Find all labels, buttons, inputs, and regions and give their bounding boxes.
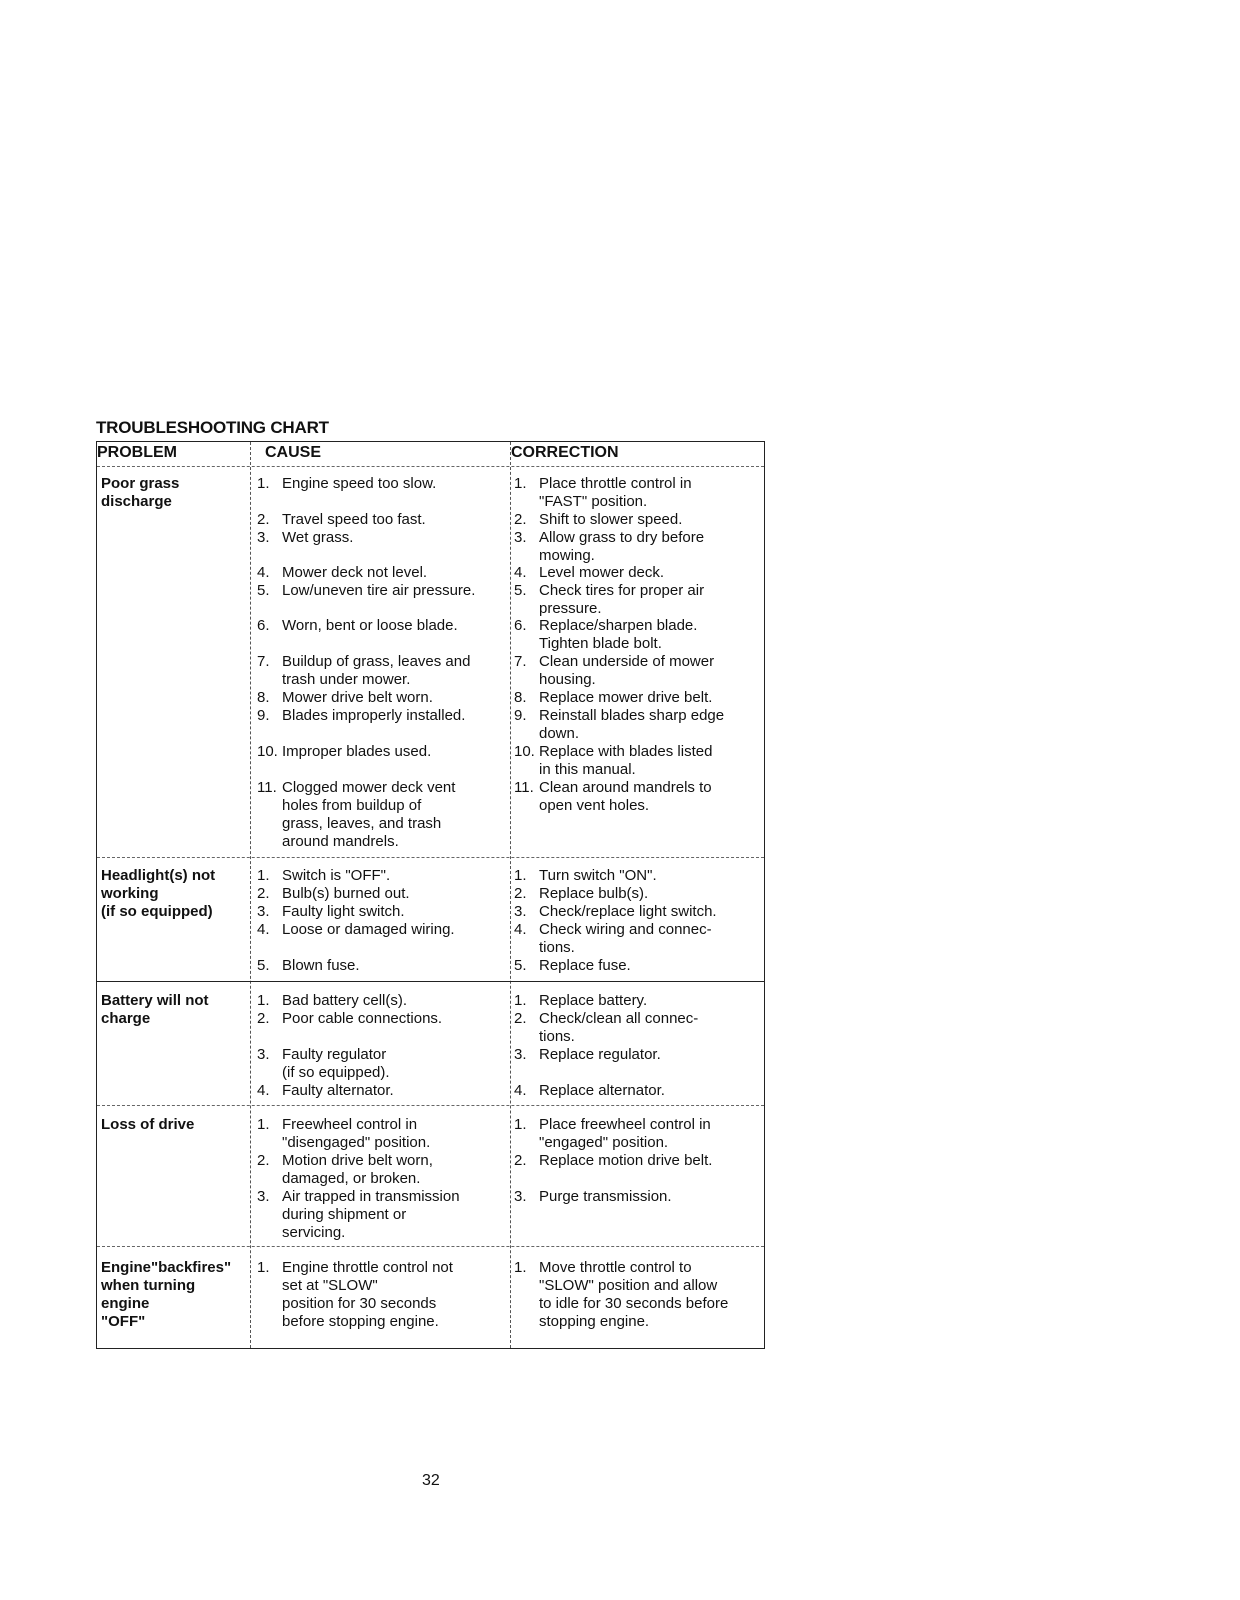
header-problem: PROBLEM bbox=[97, 444, 177, 461]
cause-number: 10. bbox=[257, 743, 278, 760]
correction-text bbox=[539, 779, 712, 815]
correction-number: 1. bbox=[514, 867, 527, 884]
cause-line: trash under mower. bbox=[282, 671, 411, 688]
cause-line: Poor cable connections. bbox=[282, 1010, 443, 1027]
correction-text bbox=[539, 511, 682, 529]
correction-line: Check/clean all connec- bbox=[539, 1010, 699, 1027]
correction-line: Replace with blades listed bbox=[539, 743, 713, 760]
cause-text bbox=[282, 921, 455, 939]
page-number: 32 bbox=[422, 1472, 440, 1489]
cause-line: (if so equipped). bbox=[282, 1064, 390, 1081]
cause-number: 4. bbox=[257, 564, 270, 581]
cause-line: "disengaged" position. bbox=[282, 1134, 431, 1151]
correction-line: housing. bbox=[539, 671, 596, 688]
cause-text bbox=[282, 1046, 390, 1082]
cause-line: servicing. bbox=[282, 1224, 346, 1241]
correction-line: Check wiring and connec- bbox=[539, 921, 712, 938]
correction-text bbox=[539, 1116, 711, 1152]
cause-line: Blown fuse. bbox=[282, 957, 360, 974]
cause-number: 2. bbox=[257, 1152, 270, 1169]
cause-number: 1. bbox=[257, 475, 270, 492]
cause-number: 5. bbox=[257, 582, 270, 599]
cause-line: Engine throttle control not bbox=[282, 1259, 453, 1276]
cause-line: Bad battery cell(s). bbox=[282, 992, 408, 1009]
cause-number: 1. bbox=[257, 867, 270, 884]
cause-number: 4. bbox=[257, 921, 270, 938]
problem-line: charge bbox=[101, 1010, 151, 1027]
correction-number: 2. bbox=[514, 1152, 527, 1169]
correction-number: 4. bbox=[514, 1082, 527, 1099]
problem-line: (if so equipped) bbox=[101, 903, 213, 920]
correction-number: 9. bbox=[514, 707, 527, 724]
cause-text bbox=[282, 885, 410, 903]
cause-text bbox=[282, 1116, 430, 1152]
correction-line: Shift to slower speed. bbox=[539, 511, 683, 528]
correction-text bbox=[539, 689, 712, 707]
cause-number: 11. bbox=[257, 779, 277, 796]
correction-text bbox=[539, 1188, 672, 1206]
cause-text bbox=[282, 1082, 394, 1100]
cause-number: 3. bbox=[257, 1188, 270, 1205]
correction-number: 1. bbox=[514, 475, 527, 492]
correction-line: Place throttle control in bbox=[539, 475, 692, 492]
cause-line: Blades improperly installed. bbox=[282, 707, 466, 724]
cause-line: Loose or damaged wiring. bbox=[282, 921, 455, 938]
cause-text bbox=[282, 564, 427, 582]
correction-number: 1. bbox=[514, 1116, 527, 1133]
cause-number: 1. bbox=[257, 992, 270, 1009]
cause-line: Motion drive belt worn, bbox=[282, 1152, 433, 1169]
cause-line: Improper blades used. bbox=[282, 743, 432, 760]
cause-line: around mandrels. bbox=[282, 833, 399, 850]
problem-line: Headlight(s) not bbox=[101, 867, 216, 884]
correction-line: Replace alternator. bbox=[539, 1082, 665, 1099]
correction-number: 3. bbox=[514, 529, 527, 546]
correction-text bbox=[539, 867, 657, 885]
correction-text bbox=[539, 564, 664, 582]
cause-text bbox=[282, 867, 390, 885]
correction-line: to idle for 30 seconds before bbox=[539, 1295, 729, 1312]
correction-number: 2. bbox=[514, 885, 527, 902]
cause-text bbox=[282, 529, 353, 547]
cause-number: 1. bbox=[257, 1259, 270, 1276]
correction-line: Replace regulator. bbox=[539, 1046, 661, 1063]
correction-line: mowing. bbox=[539, 547, 595, 564]
cause-number: 3. bbox=[257, 1046, 270, 1063]
cause-text bbox=[282, 779, 455, 851]
column-divider bbox=[510, 442, 511, 1348]
correction-line: Tighten blade bolt. bbox=[539, 635, 662, 652]
row-divider bbox=[97, 466, 764, 467]
problem-line: Engine"backfires" bbox=[101, 1259, 232, 1276]
correction-line: Replace fuse. bbox=[539, 957, 631, 974]
correction-text bbox=[539, 1259, 728, 1331]
cause-line: Wet grass. bbox=[282, 529, 354, 546]
page-title: TROUBLESHOOTING CHART bbox=[96, 418, 329, 437]
correction-line: open vent holes. bbox=[539, 797, 650, 814]
correction-line: Replace bulb(s). bbox=[539, 885, 649, 902]
cause-text bbox=[282, 707, 465, 725]
correction-line: Check/replace light switch. bbox=[539, 903, 717, 920]
correction-line: Purge transmission. bbox=[539, 1188, 672, 1205]
cause-text bbox=[282, 1188, 460, 1242]
correction-line: Replace/sharpen blade. bbox=[539, 617, 698, 634]
problem-line: discharge bbox=[101, 493, 172, 510]
correction-text bbox=[539, 707, 724, 743]
cause-line: Faulty regulator bbox=[282, 1046, 387, 1063]
correction-number: 4. bbox=[514, 921, 527, 938]
correction-line: Clean underside of mower bbox=[539, 653, 715, 670]
correction-text bbox=[539, 992, 647, 1010]
cause-number: 7. bbox=[257, 653, 270, 670]
correction-line: pressure. bbox=[539, 600, 602, 617]
correction-line: Reinstall blades sharp edge bbox=[539, 707, 725, 724]
cause-line: Faulty alternator. bbox=[282, 1082, 394, 1099]
cause-line: Faulty light switch. bbox=[282, 903, 405, 920]
cause-line: Air trapped in transmission bbox=[282, 1188, 460, 1205]
cause-line: Buildup of grass, leaves and bbox=[282, 653, 471, 670]
cause-line: Freewheel control in bbox=[282, 1116, 418, 1133]
correction-text bbox=[539, 1046, 661, 1064]
correction-line: Level mower deck. bbox=[539, 564, 665, 581]
cause-line: Worn, bent or loose blade. bbox=[282, 617, 458, 634]
correction-text bbox=[539, 475, 692, 511]
cause-line: Clogged mower deck vent bbox=[282, 779, 456, 796]
row-divider bbox=[97, 1105, 764, 1106]
cause-text bbox=[282, 653, 470, 689]
cause-number: 3. bbox=[257, 529, 270, 546]
cause-line: Bulb(s) burned out. bbox=[282, 885, 410, 902]
problem-label bbox=[101, 992, 251, 1028]
correction-number: 5. bbox=[514, 957, 527, 974]
problem-line: Poor grass bbox=[101, 475, 180, 492]
cause-number: 2. bbox=[257, 511, 270, 528]
correction-line: "SLOW" position and allow bbox=[539, 1277, 718, 1294]
cause-text bbox=[282, 511, 426, 529]
cause-number: 2. bbox=[257, 885, 270, 902]
cause-line: damaged, or broken. bbox=[282, 1170, 421, 1187]
cause-number: 5. bbox=[257, 957, 270, 974]
correction-line: Turn switch "ON". bbox=[539, 867, 657, 884]
cause-text bbox=[282, 1010, 442, 1028]
problem-line: working bbox=[101, 885, 159, 902]
cause-text bbox=[282, 582, 475, 600]
correction-number: 1. bbox=[514, 992, 527, 1009]
correction-number: 4. bbox=[514, 564, 527, 581]
correction-number: 3. bbox=[514, 1188, 527, 1205]
correction-text bbox=[539, 1082, 665, 1100]
correction-text bbox=[539, 653, 714, 689]
correction-number: 2. bbox=[514, 1010, 527, 1027]
correction-line: "FAST" position. bbox=[539, 493, 648, 510]
cause-line: Travel speed too fast. bbox=[282, 511, 426, 528]
correction-number: 8. bbox=[514, 689, 527, 706]
correction-number: 7. bbox=[514, 653, 527, 670]
cause-text bbox=[282, 1152, 433, 1188]
cause-number: 4. bbox=[257, 1082, 270, 1099]
correction-text bbox=[539, 582, 704, 618]
cause-line: Mower drive belt worn. bbox=[282, 689, 433, 706]
cause-number: 2. bbox=[257, 1010, 270, 1027]
problem-label bbox=[101, 867, 251, 921]
correction-line: in this manual. bbox=[539, 761, 636, 778]
correction-text bbox=[539, 921, 712, 957]
row-divider bbox=[97, 981, 764, 982]
cause-text bbox=[282, 743, 431, 761]
problem-line: when turning bbox=[101, 1277, 196, 1294]
correction-number: 1. bbox=[514, 1259, 527, 1276]
correction-line: Replace battery. bbox=[539, 992, 648, 1009]
cause-line: Low/uneven tire air pressure. bbox=[282, 582, 476, 599]
correction-line: tions. bbox=[539, 939, 575, 956]
correction-text bbox=[539, 617, 697, 653]
problem-label bbox=[101, 475, 251, 511]
correction-line: stopping engine. bbox=[539, 1313, 650, 1330]
cause-text bbox=[282, 1259, 453, 1331]
correction-text bbox=[539, 885, 648, 903]
cause-number: 1. bbox=[257, 1116, 270, 1133]
cause-line: set at "SLOW" bbox=[282, 1277, 378, 1294]
cause-line: holes from buildup of bbox=[282, 797, 422, 814]
problem-line: engine bbox=[101, 1295, 150, 1312]
cause-number: 3. bbox=[257, 903, 270, 920]
correction-text bbox=[539, 957, 631, 975]
correction-line: "engaged" position. bbox=[539, 1134, 669, 1151]
correction-line: Move throttle control to bbox=[539, 1259, 692, 1276]
correction-number: 3. bbox=[514, 903, 527, 920]
cause-line: Mower deck not level. bbox=[282, 564, 428, 581]
cause-line: before stopping engine. bbox=[282, 1313, 439, 1330]
cause-line: during shipment or bbox=[282, 1206, 407, 1223]
cause-text bbox=[282, 689, 433, 707]
cause-number: 9. bbox=[257, 707, 270, 724]
cause-line: grass, leaves, and trash bbox=[282, 815, 442, 832]
header-correction: CORRECTION bbox=[511, 444, 619, 461]
correction-number: 6. bbox=[514, 617, 527, 634]
correction-text bbox=[539, 903, 717, 921]
problem-line: Loss of drive bbox=[101, 1116, 195, 1133]
cause-text bbox=[282, 957, 360, 975]
problem-line: "OFF" bbox=[101, 1313, 146, 1330]
correction-line: Clean around mandrels to bbox=[539, 779, 712, 796]
correction-number: 2. bbox=[514, 511, 527, 528]
correction-number: 5. bbox=[514, 582, 527, 599]
cause-number: 6. bbox=[257, 617, 270, 634]
cause-text bbox=[282, 903, 405, 921]
header-cause: CAUSE bbox=[265, 444, 322, 461]
problem-line: Battery will not bbox=[101, 992, 209, 1009]
correction-text bbox=[539, 1010, 698, 1046]
correction-line: tions. bbox=[539, 1028, 575, 1045]
problem-label bbox=[101, 1259, 251, 1331]
correction-line: Check tires for proper air bbox=[539, 582, 705, 599]
correction-line: Allow grass to dry before bbox=[539, 529, 705, 546]
correction-text bbox=[539, 1152, 712, 1170]
correction-number: 3. bbox=[514, 1046, 527, 1063]
correction-line: down. bbox=[539, 725, 580, 742]
row-divider bbox=[97, 857, 764, 858]
correction-line: Replace motion drive belt. bbox=[539, 1152, 713, 1169]
correction-text bbox=[539, 529, 704, 565]
cause-text bbox=[282, 617, 458, 635]
troubleshooting-table bbox=[96, 441, 765, 1349]
cause-line: position for 30 seconds bbox=[282, 1295, 437, 1312]
correction-line: Replace mower drive belt. bbox=[539, 689, 713, 706]
correction-line: Place freewheel control in bbox=[539, 1116, 711, 1133]
cause-number: 8. bbox=[257, 689, 270, 706]
cause-text bbox=[282, 992, 407, 1010]
cause-text bbox=[282, 475, 436, 493]
correction-number: 10. bbox=[514, 743, 535, 760]
row-divider bbox=[97, 1246, 764, 1247]
cause-line: Engine speed too slow. bbox=[282, 475, 437, 492]
correction-text bbox=[539, 743, 712, 779]
correction-number: 11. bbox=[514, 779, 534, 796]
cause-line: Switch is "OFF". bbox=[282, 867, 391, 884]
problem-label bbox=[101, 1116, 251, 1134]
